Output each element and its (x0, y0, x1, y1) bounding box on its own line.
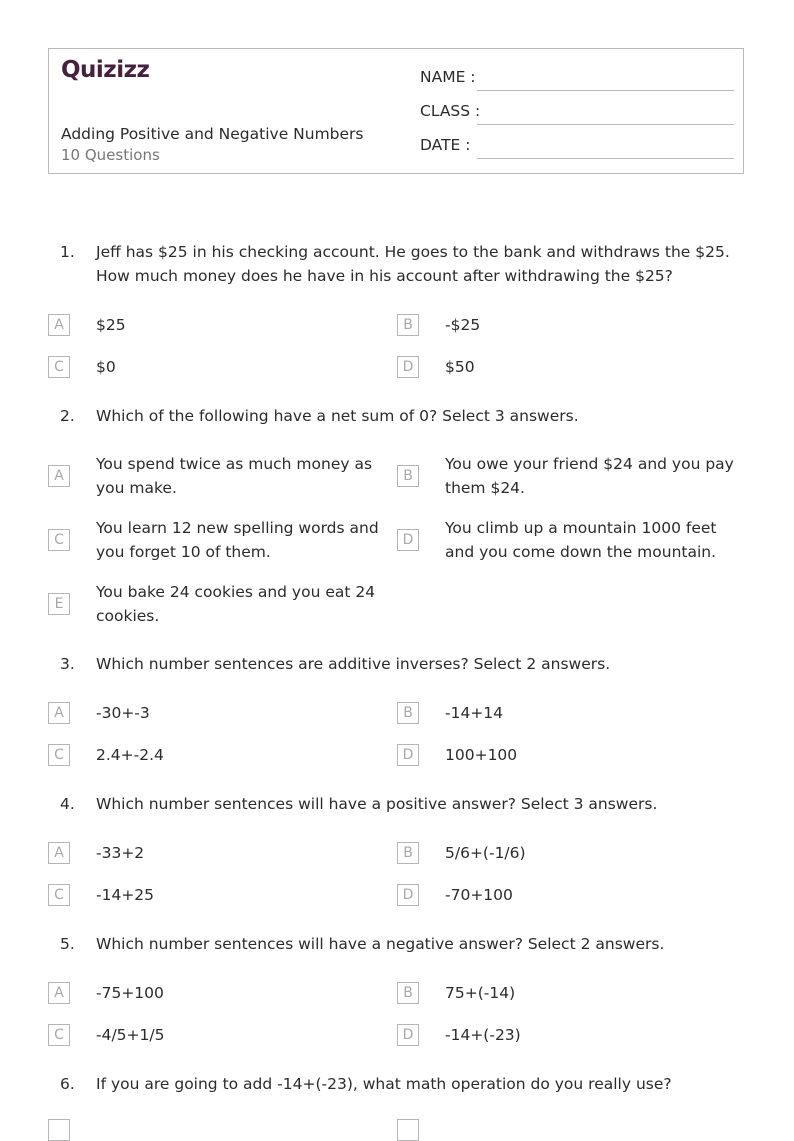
option-letter-box (48, 1119, 70, 1141)
question-number: 5. (60, 935, 75, 953)
date-line[interactable] (477, 158, 734, 159)
option-text: You learn 12 new spelling words and you forget 10 of them. (96, 519, 379, 561)
option-letter: B (397, 982, 419, 1004)
question-count: 10 Questions (61, 146, 160, 164)
option-text: -14+14 (445, 704, 504, 722)
option-text: 100+100 (445, 746, 518, 764)
option-letter: E (48, 593, 70, 615)
option-text: -70+100 (445, 886, 513, 904)
option-letter: A (48, 465, 70, 487)
question-text: Which of the following have a net sum of 0? Select 3 answers. (96, 407, 579, 425)
question-text: Which number sentences will have a negative answer? Select 2 answers. (96, 935, 665, 953)
question-text: Which number sentences are additive inverses? Select 2 answers. (96, 655, 611, 673)
option-letter: D (397, 529, 419, 551)
option-letter: C (48, 1024, 70, 1046)
option-letter: D (397, 1024, 419, 1046)
worksheet-header (48, 48, 744, 174)
name-line[interactable] (477, 90, 734, 91)
option-letter: B (397, 314, 419, 336)
option-text: -14+25 (96, 886, 155, 904)
option-text: -33+2 (96, 844, 145, 862)
question-number: 6. (60, 1075, 75, 1093)
option-text: You climb up a mountain 1000 feet and you come down the mountain. (445, 519, 717, 561)
option-letter: A (48, 314, 70, 336)
option-letter: D (397, 356, 419, 378)
option-letter-box (397, 1119, 419, 1141)
class-field[interactable] (420, 102, 734, 126)
option-text: -30+-3 (96, 704, 150, 722)
option-letter: B (397, 702, 419, 724)
option-text: -$25 (445, 316, 481, 334)
option-letter: C (48, 744, 70, 766)
question-number: 2. (60, 407, 75, 425)
option-letter: A (48, 982, 70, 1004)
option-text: $25 (96, 316, 126, 334)
option-letter: A (48, 702, 70, 724)
option-text: 75+(-14) (445, 984, 516, 1002)
quizizz-logo: Quizizz (61, 57, 150, 83)
option-text: You bake 24 cookies and you eat 24 cookies. (96, 583, 376, 625)
option-text: You owe your friend $24 and you pay them $24. (445, 455, 734, 497)
worksheet-title: Adding Positive and Negative Numbers (61, 125, 364, 143)
option-text: You spend twice as much money as you make. (96, 455, 373, 497)
option-text: -14+(-23) (445, 1026, 521, 1044)
option-letter: B (397, 842, 419, 864)
option-text: $50 (445, 358, 475, 376)
question-text: If you are going to add -14+(-23), what math operation do you really use? (96, 1075, 672, 1093)
class-label: CLASS : (420, 102, 481, 120)
question-number: 4. (60, 795, 75, 813)
option-text: $0 (96, 358, 116, 376)
question-text: Jeff has $25 in his checking account. He goes to the bank and withdraws the $25. How much money does he have in his account after withdrawing the $25? (96, 243, 730, 285)
date-field[interactable] (420, 136, 734, 160)
option-letter: C (48, 356, 70, 378)
question-number: 3. (60, 655, 75, 673)
option-text: 2.4+-2.4 (96, 746, 164, 764)
option-text: -75+100 (96, 984, 164, 1002)
option-text: -4/5+1/5 (96, 1026, 165, 1044)
name-label: NAME : (420, 68, 476, 86)
option-letter: C (48, 884, 70, 906)
date-label: DATE : (420, 136, 471, 154)
class-line[interactable] (477, 124, 734, 125)
option-letter: B (397, 465, 419, 487)
option-text: 5/6+(-1/6) (445, 844, 526, 862)
option-letter: C (48, 529, 70, 551)
option-letter: D (397, 744, 419, 766)
option-letter: A (48, 842, 70, 864)
question-text: Which number sentences will have a positive answer? Select 3 answers. (96, 795, 658, 813)
name-field[interactable] (420, 68, 734, 92)
option-letter: D (397, 884, 419, 906)
question-number: 1. (60, 243, 75, 261)
